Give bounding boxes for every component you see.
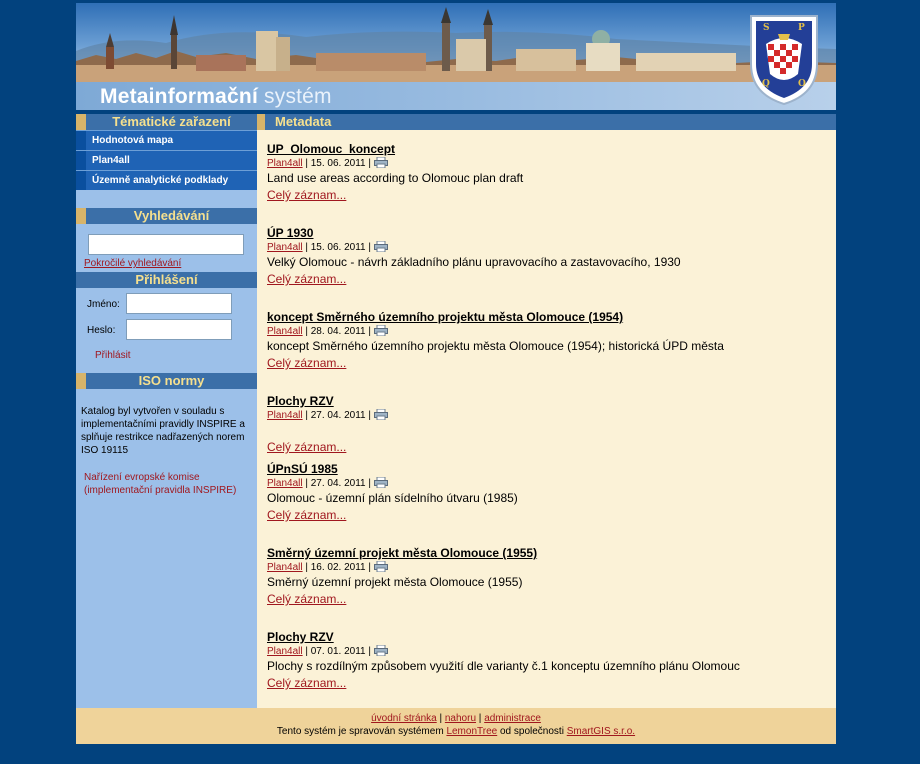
thematic-section-title: Tématické zařazení <box>112 114 231 129</box>
smartgis-link[interactable]: SmartGIS s.r.o. <box>566 726 636 737</box>
printer-icon[interactable] <box>374 157 388 168</box>
nav-item-label: Územně analytické podklady <box>92 175 229 186</box>
entry-full-record-link[interactable]: Celý záznam... <box>267 592 347 606</box>
entry-date: 28. 04. 2011 <box>310 326 366 337</box>
entry-meta: Plan4all | 27. 04. 2011 | <box>267 477 518 490</box>
footer-home-link[interactable]: úvodní stránka <box>371 713 437 724</box>
iso-section-title: ISO normy <box>138 373 205 388</box>
page <box>76 3 836 744</box>
printer-icon[interactable] <box>374 325 388 336</box>
footer-separator: | <box>478 713 482 724</box>
entry-org-link[interactable]: Plan4all <box>267 410 303 421</box>
metadata-header <box>257 114 836 130</box>
entry-description: Plochy s rozdílným způsobem využití dle varianty č.1 konceptu územního plánu Olomouc <box>267 659 740 673</box>
metadata-title: Metadata <box>275 114 332 129</box>
entry-title-link[interactable]: Plochy RZV <box>267 630 334 644</box>
sidebar <box>76 114 257 708</box>
thematic-section-header <box>76 114 257 130</box>
footer-separator: | <box>439 713 443 724</box>
metadata-panel <box>257 114 836 708</box>
metadata-entry <box>267 545 537 607</box>
entry-meta: Plan4all | 28. 04. 2011 | <box>267 325 724 338</box>
footer-text: od společnosti <box>500 726 564 737</box>
entry-description: Land use areas according to Olomouc plan draft <box>267 171 524 185</box>
entry-org-link[interactable]: Plan4all <box>267 646 303 657</box>
metadata-entry <box>267 629 740 691</box>
crest-letter-q: Q <box>762 79 770 89</box>
entry-meta: Plan4all | 16. 02. 2011 | <box>267 561 537 574</box>
entry-org-link[interactable]: Plan4all <box>267 242 303 253</box>
printer-icon[interactable] <box>374 645 388 656</box>
search-input[interactable] <box>88 234 244 255</box>
coat-of-arms-icon <box>749 14 819 106</box>
site-title-bold: Metainformační <box>100 85 258 108</box>
entry-org-link[interactable]: Plan4all <box>267 158 303 169</box>
site-title-light: systém <box>264 85 332 108</box>
footer <box>76 708 836 744</box>
crest-letter-o: O <box>798 79 806 89</box>
entry-full-record-link[interactable]: Celý záznam... <box>267 188 347 202</box>
entry-meta: Plan4all | 27. 04. 2011 | <box>267 409 388 422</box>
entry-date: 16. 02. 2011 <box>310 562 366 573</box>
iso-section-header <box>76 373 257 389</box>
entry-title-link[interactable]: ÚP 1930 <box>267 226 314 240</box>
metadata-entry <box>267 461 518 523</box>
entry-description <box>267 422 388 439</box>
entry-full-record-link[interactable]: Celý záznam... <box>267 272 347 286</box>
crest-letter-s: S <box>763 23 770 33</box>
metadata-entry <box>267 225 681 287</box>
entry-full-record-link[interactable]: Celý záznam... <box>267 356 347 370</box>
metadata-entry <box>267 393 388 455</box>
nav-item-plan4all[interactable] <box>76 150 257 170</box>
footer-credits <box>76 726 836 737</box>
entry-meta: Plan4all | 15. 06. 2011 | <box>267 157 523 170</box>
metadata-entry <box>267 309 724 371</box>
footer-admin-link[interactable]: administrace <box>484 713 541 724</box>
password-field[interactable] <box>126 319 232 340</box>
printer-icon[interactable] <box>374 241 388 252</box>
entry-full-record-link[interactable]: Celý záznam... <box>267 676 347 690</box>
entry-description: Olomouc - územní plán sídelního útvaru (1985) <box>267 491 518 505</box>
entry-date: 07. 01. 2011 <box>310 646 366 657</box>
header-banner <box>76 3 836 110</box>
footer-links <box>76 708 836 726</box>
entry-meta: Plan4all | 15. 06. 2011 | <box>267 241 681 254</box>
printer-icon[interactable] <box>374 561 388 572</box>
password-label: Heslo: <box>87 325 116 336</box>
entry-title-link[interactable]: ÚPnSÚ 1985 <box>267 462 338 476</box>
nav-item-label: Plan4all <box>92 155 130 166</box>
entry-date: 15. 06. 2011 <box>310 242 366 253</box>
login-button[interactable]: Přihlásit <box>95 350 131 361</box>
search-section-title: Vyhledávání <box>133 208 210 223</box>
entry-title-link[interactable]: koncept Směrného územního projektu města Olomouce (1954) <box>267 310 624 324</box>
nav-item-uzemne-analyticke-podklady[interactable] <box>76 170 257 190</box>
entry-date: 27. 04. 2011 <box>310 410 366 421</box>
printer-icon[interactable] <box>374 477 388 488</box>
site-title <box>100 85 332 109</box>
entry-description: koncept Směrného územního projektu města Olomouce (1954); historická ÚPD města <box>267 339 724 353</box>
entry-full-record-link[interactable]: Celý záznam... <box>267 508 347 522</box>
login-section-header <box>76 272 257 288</box>
username-field[interactable] <box>126 293 232 314</box>
footer-top-link[interactable]: nahoru <box>444 713 477 724</box>
entry-meta: Plan4all | 07. 01. 2011 | <box>267 645 740 658</box>
entry-date: 15. 06. 2011 <box>310 158 366 169</box>
iso-description: Katalog byl vytvořen v souladu s implementačními pravidly INSPIRE a splňuje restrikce nadřazených norem ISO 19115 <box>81 406 245 456</box>
footer-text: Tento systém je spravován systémem <box>276 726 444 737</box>
inspire-regulation-link[interactable]: Nařízení evropské komise (implementační pravidla INSPIRE) <box>84 472 237 496</box>
crest-letter-p: P <box>798 23 805 33</box>
login-password-row <box>76 319 257 343</box>
entry-description: Směrný územní projekt města Olomouce (1955) <box>267 575 523 589</box>
entry-title-link[interactable]: UP_Olomouc_koncept <box>267 142 396 156</box>
metadata-entry <box>267 141 523 203</box>
login-name-row <box>76 293 257 317</box>
search-section-header <box>76 208 257 224</box>
entry-description: Velký Olomouc - návrh základního plánu upravovacího a zastavovacího, 1930 <box>267 255 681 269</box>
entry-org-link[interactable]: Plan4all <box>267 478 303 489</box>
nav-item-hodnotova-mapa[interactable] <box>76 130 257 150</box>
entry-org-link[interactable]: Plan4all <box>267 562 303 573</box>
nav-item-label: Hodnotová mapa <box>92 135 174 146</box>
entry-date: 27. 04. 2011 <box>310 478 366 489</box>
entry-title-link[interactable]: Směrný územní projekt města Olomouce (1955) <box>267 546 538 560</box>
name-label: Jméno: <box>87 299 120 310</box>
login-section-title: Přihlášení <box>135 272 198 287</box>
advanced-search-link[interactable]: Pokročilé vyhledávání <box>84 258 182 269</box>
entry-org-link[interactable]: Plan4all <box>267 326 303 337</box>
lemontree-link[interactable]: LemonTree <box>446 726 498 737</box>
printer-icon[interactable] <box>374 409 388 420</box>
entry-full-record-link[interactable]: Celý záznam... <box>267 440 347 454</box>
entry-title-link[interactable]: Plochy RZV <box>267 394 334 408</box>
